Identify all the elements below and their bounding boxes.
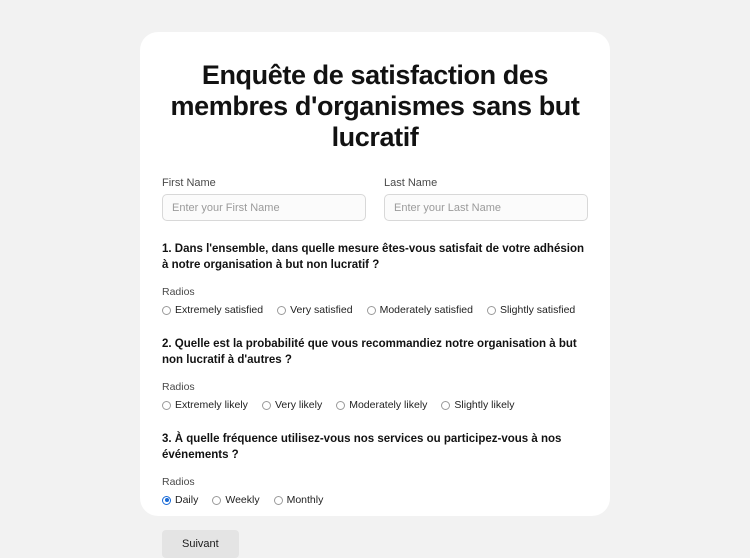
question-1-group-label: Radios: [162, 286, 195, 298]
radio-option-label: Extremely likely: [175, 399, 248, 411]
next-button[interactable]: Suivant: [162, 530, 239, 558]
radio-option[interactable]: [162, 304, 263, 316]
radio-option[interactable]: [441, 399, 514, 411]
radio-icon[interactable]: [212, 496, 221, 505]
radio-icon[interactable]: [367, 306, 376, 315]
radio-icon[interactable]: [277, 306, 286, 315]
radio-option-label: Moderately satisfied: [379, 304, 473, 316]
first-name-field-group: [162, 177, 366, 221]
radio-icon[interactable]: [441, 401, 450, 410]
radio-option[interactable]: [212, 494, 259, 506]
question-1-radio-group: [162, 304, 588, 316]
radio-option-label: Very likely: [274, 399, 323, 411]
last-name-input[interactable]: [384, 194, 588, 221]
radio-icon[interactable]: [274, 496, 283, 505]
radio-icon[interactable]: [162, 306, 171, 315]
page-title: Enquête de satisfaction des membres d'organismes sans but lucratif: [170, 60, 580, 152]
question-3-text: 3. À quelle fréquence utilisez-vous nos services ou participez-vous à nos événements ?: [162, 433, 562, 461]
radio-option-label: Weekly: [225, 494, 260, 506]
radio-option[interactable]: [487, 304, 575, 316]
radio-option[interactable]: [277, 304, 352, 316]
question-1-text: 1. Dans l'ensemble, dans quelle mesure êtes-vous satisfait de votre adhésion à notre organisation à but non lucratif ?: [162, 243, 584, 271]
radio-option-label: Monthly: [286, 494, 324, 506]
survey-card: [140, 32, 610, 550]
radio-icon-selected[interactable]: [162, 496, 171, 505]
radio-icon[interactable]: [162, 401, 171, 410]
radio-option-label: Daily: [175, 494, 199, 506]
name-row: [162, 177, 588, 221]
radio-option[interactable]: [162, 494, 198, 506]
question-2-text: 2. Quelle est la probabilité que vous recommandiez notre organisation à but non lucratif à d'autres ?: [162, 338, 577, 366]
question-2-group-label: Radios: [162, 381, 195, 393]
question-2-radio-group: [162, 399, 588, 411]
radio-option[interactable]: [262, 399, 322, 411]
question-3-radio-group: [162, 494, 588, 506]
radio-option[interactable]: [162, 399, 248, 411]
radio-option[interactable]: [367, 304, 473, 316]
radio-option-label: Very satisfied: [290, 304, 353, 316]
survey-form: [140, 153, 610, 558]
radio-option[interactable]: [274, 494, 324, 506]
first-name-input[interactable]: [162, 194, 366, 221]
radio-option-label: Slightly satisfied: [499, 304, 576, 316]
radio-option[interactable]: [336, 399, 427, 411]
question-3-group-label: Radios: [162, 476, 195, 488]
radio-option-label: Moderately likely: [349, 399, 428, 411]
radio-option-label: Slightly likely: [454, 399, 515, 411]
first-name-label: First Name: [162, 177, 216, 189]
radio-option-label: Extremely satisfied: [175, 304, 264, 316]
radio-icon[interactable]: [487, 306, 496, 315]
radio-icon[interactable]: [262, 401, 271, 410]
last-name-label: Last Name: [384, 177, 438, 189]
submit-row: [162, 530, 588, 558]
last-name-field-group: [384, 177, 588, 221]
radio-icon[interactable]: [336, 401, 345, 410]
